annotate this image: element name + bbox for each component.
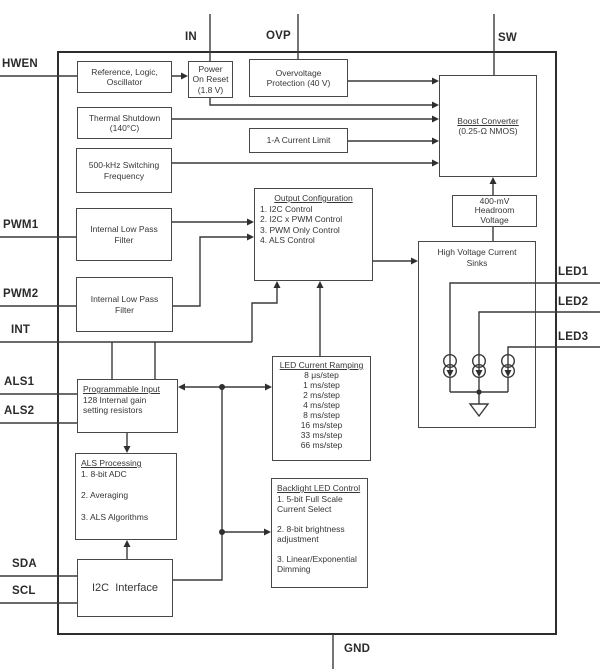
block-item: 66 ms/step: [300, 440, 343, 450]
block-switching-frequency: [76, 148, 172, 193]
block-title: Backlight LED Control: [277, 483, 361, 493]
pin-label-gnd: GND: [344, 643, 371, 655]
block-i2c-interface: [77, 559, 173, 617]
block-item: 3. ALS Algorithms: [81, 511, 149, 522]
pin-label-ovp: OVP: [266, 30, 291, 42]
block-high-voltage-current-sinks: [418, 241, 536, 428]
block-low-pass-filter-1: [76, 208, 172, 261]
block-item: 1 ms/step: [303, 380, 340, 390]
block-item: 3. PWM Only Control: [260, 224, 340, 235]
block-item: 33 ms/step: [300, 430, 343, 440]
block-item: 1. I2C Control: [260, 203, 313, 214]
block-headroom-voltage: [452, 195, 537, 227]
block-title: Boost Converter: [457, 115, 519, 126]
block-line: (140°C): [109, 123, 140, 133]
block-item: 2 ms/step: [303, 390, 340, 400]
block-line: Internal Low Pass: [90, 224, 158, 234]
block-current-limit: [249, 128, 348, 153]
pin-label-in: IN: [185, 31, 197, 43]
block-line: (1.8 V): [197, 84, 224, 95]
block-title: Programmable Input: [83, 384, 161, 394]
block-line: Sinks: [466, 257, 488, 268]
block-line: On Reset: [192, 74, 229, 85]
block-item: 1. 5-bit Full Scale Current Select: [277, 493, 343, 514]
block-item: 16 ms/step: [300, 420, 343, 430]
block-line: 400-mV: [479, 195, 510, 206]
block-line: Overvoltage: [275, 67, 322, 78]
block-title: LED Current Ramping: [279, 360, 364, 370]
block-line: Filter: [115, 304, 134, 315]
block-title: ALS Processing: [81, 458, 142, 468]
pin-label-pwm2: PWM2: [3, 288, 39, 300]
block-reference-logic-oscillator: [77, 61, 172, 93]
block-line: I2C Interface: [91, 581, 159, 594]
pin-label-hwen: HWEN: [2, 58, 38, 70]
block-output-configuration: [254, 188, 373, 281]
block-item: 1. 8-bit ADC: [81, 468, 127, 479]
block-line: Filter: [114, 234, 134, 245]
block-line: Oscillator: [106, 77, 143, 87]
block-item: setting resistors: [83, 405, 143, 415]
block-line: (0.25-Ω NMOS): [458, 126, 518, 136]
block-line: Power: [198, 63, 223, 74]
block-item: 4. ALS Control: [260, 235, 315, 245]
block-boost-converter: [439, 75, 537, 177]
block-item: 2. I2C x PWM Control: [260, 214, 343, 224]
pin-label-pwm1: PWM1: [3, 219, 39, 231]
block-thermal-shutdown: [77, 107, 172, 139]
pin-label-scl: SCL: [12, 585, 36, 597]
block-title: Output Configuration: [274, 193, 353, 203]
pin-label-als1: ALS1: [4, 376, 35, 388]
block-low-pass-filter-2: [76, 277, 173, 332]
block-line: Headroom: [474, 205, 515, 216]
block-line: Reference, Logic,: [91, 66, 158, 77]
pin-label-led1: LED1: [558, 266, 589, 278]
block-programmable-input: [77, 379, 178, 433]
block-line: 500-kHz Switching: [88, 160, 160, 170]
block-item: 4 ms/step: [303, 400, 340, 410]
block-line: Internal Low Pass: [90, 294, 159, 304]
block-item: 2. Averaging: [81, 490, 129, 500]
block-line: Protection (40 V): [266, 78, 331, 88]
block-line: Voltage: [480, 214, 509, 225]
block-item: 8 μs/step: [304, 370, 339, 380]
pin-label-sda: SDA: [12, 558, 37, 570]
block-backlight-led-control: [271, 478, 368, 588]
block-line: High Voltage Current: [437, 247, 517, 257]
block-als-processing: [75, 453, 177, 540]
block-item: 3. Linear/Exponential Dimming: [277, 553, 357, 574]
pin-label-int: INT: [11, 324, 31, 336]
pin-label-als2: ALS2: [4, 405, 35, 417]
block-line: 1-A Current Limit: [266, 135, 331, 146]
pin-label-led2: LED2: [558, 296, 589, 308]
pin-label-sw: SW: [498, 32, 517, 44]
pin-label-led3: LED3: [558, 331, 589, 343]
block-power-on-reset: [188, 61, 233, 98]
block-line: Thermal Shutdown: [88, 112, 161, 123]
block-item: 2. 8-bit brightness adjustment: [277, 523, 345, 544]
block-led-current-ramping: [272, 356, 371, 461]
block-line: Frequency: [103, 170, 145, 181]
block-overvoltage-protection: [249, 59, 348, 97]
block-item: 128 Internal gain: [83, 394, 147, 405]
block-item: 8 ms/step: [303, 410, 340, 420]
